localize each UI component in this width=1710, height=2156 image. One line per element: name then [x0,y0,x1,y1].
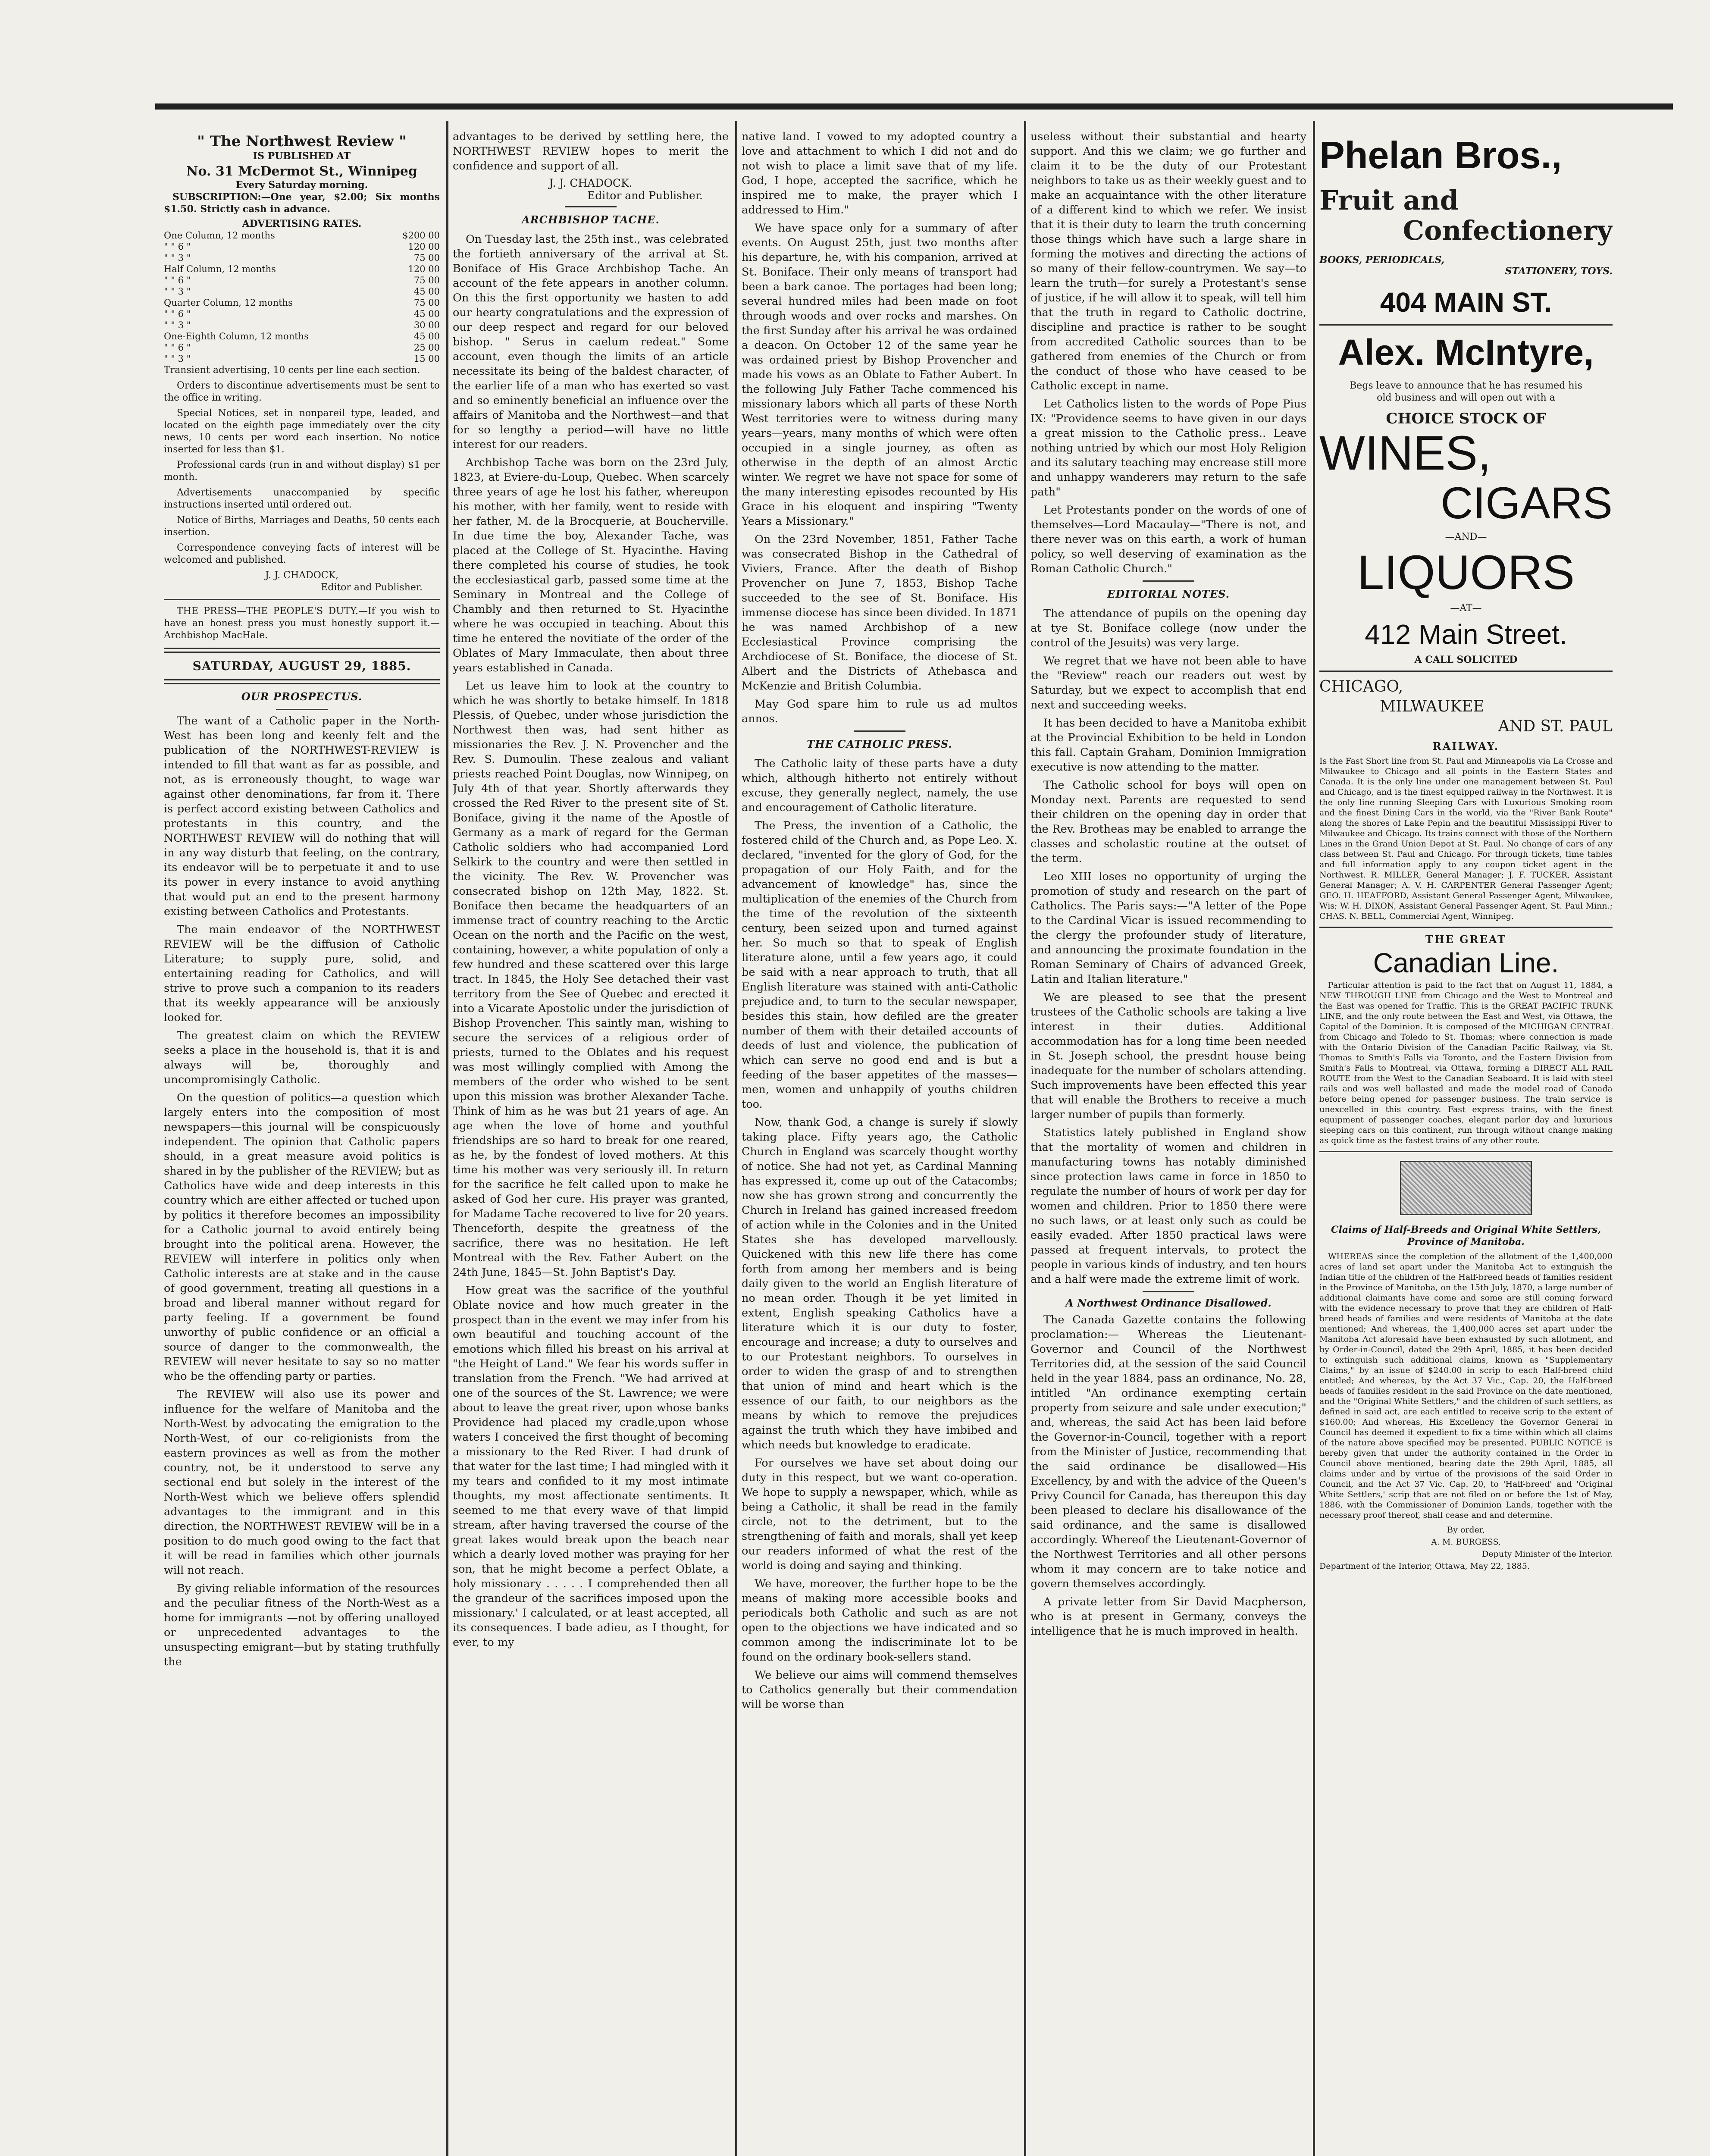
column-separator [446,121,448,2156]
notice: Notice of Births, Marriages and Deaths, 50 cents each insertion. [164,515,440,538]
paragraph: The attendance of pupils on the opening day at tye St. Boniface college (now under the control of the Jesuits) was very large. [1030,607,1306,649]
ad-mcintyre-choice: CHOICE STOCK OF [1386,410,1546,427]
masthead-frequency: Every Saturday morning. [235,179,368,191]
column-3 [742,129,1018,2156]
signature: J. J. CHADOCK. [549,177,633,189]
notice: Advertisements unaccompanied by specific instructions inserted until ordered out. [164,487,440,510]
divider [854,730,905,732]
paragraph: The REVIEW will also use its power and influence for the welfare of Manitoba and the North-West by advocating the emigration to the North-West, of our co-religionists from the eastern provinces as well as from the mother country, not, be it understood to serve any sectional end but solely in the interest of the North-West which we believe offers splendid advantages to the immigrant and in this direction, the NORTHWEST REVIEW will be in a position to do much good owing to the fact that it will be read in families which other journals will not reach. [164,1388,440,1577]
ad-mcintyre-text: Begs leave to announce that he has resumed his old business and will open out with a [1350,380,1582,403]
masthead-title: " The Northwest Review " [197,133,407,150]
paragraph: advantages to be derived by settling here, the NORTHWEST REVIEW hopes to merit the confidence and support of all. [453,130,729,172]
ad-mcintyre-title: Alex. McIntyre, [1338,332,1594,373]
rate-row: " " 6 " 120 00 [164,241,440,252]
rate-row: " " 3 " 75 00 [164,253,440,263]
paragraph: We have, moreover, the further hope to be the means of making more accessible books and periodicals both Catholic and such as are not open to the objections we have indicated and so common among the indiscriminate lot to be found on the ordinary book-sellers stand. [742,1577,1018,1664]
column-5-ads [1319,129,1613,2156]
rate-row: " " 3 " 45 00 [164,286,440,297]
paragraph: It has been decided to have a Manitoba exhibit at the Provincial Exhibition to be held in London this fall. Captain Graham, Dominion Immigration executive is now attending to the matter. [1030,717,1306,774]
ad-phelan-confectionery: Confectionery [1403,215,1613,246]
ad-and: —AND— [1445,532,1487,542]
notice: Correspondence conveying facts of interest will be welcomed and published. [164,542,440,565]
column-separator [1024,121,1026,2156]
rate-row: One-Eighth Column, 12 months 45 00 [164,331,440,342]
paragraph: Let Catholics listen to the words of Pope Pius IX: "Providence seems to have given in our days a great mission to the Catholic press.. Leave nothing untried by which our most Holy Religion and its salutary teaching may encrease still more and unhappy wanderers may return to the safe path" [1030,398,1306,498]
rate-row: " " 6 " 75 00 [164,275,440,285]
ad-great: THE GREAT [1425,933,1507,946]
crest-illustration [1400,1161,1532,1215]
paragraph: How great was the sacrifice of the youthful Oblate novice and how much greater in the prospect than in the event we may infer from his own beautiful and touching account of the emotions which filled his breast on his arrival at "the Height of Land." We fear his words suffer in translation from the French. "We had arrived at one of the sources of the St. Lawrence; we were about to leave the great river, upon whose banks Providence had placed my cradle,upon whose waters I conceived the first thought of becoming a missionary to the Red River. I had drunk of that water for the last time; I had mingled with it my tears and confided to it my most intimate thoughts, my most affectionate sentiments. It seemed to me that every wave of that limpid stream, after having traversed the course of the great lakes would break upon the beach near which a dearly loved mother was praying for her son, that he might become a perfect Oblate, a holy missionary . . . . . I comprehended then all the grandeur of the sacrifices imposed upon the missionary.' I calculated, or at least accepted, all its consequences. I bade adieu, as I thought, for ever, to my [453,1284,729,1649]
rate-row: Half Column, 12 months 120 00 [164,264,440,274]
section-heading: EDITORIAL NOTES. [1107,588,1230,600]
paragraph: For ourselves we have set about doing our duty in this respect, but we want co-operation. We hope to supply a newspaper, which, while as being a Catholic, it shall be read in the family circle, not to the detriment, but to the strengthening of faith and morals, shall yet keep our readers informed of what the rest of the world is doing and saying and thinking. [742,1457,1018,1572]
ad-phelan-stationery: STATIONERY, TOYS. [1505,266,1613,277]
masthead-editor: J. J. CHADOCK, [265,570,339,581]
rates-heading: ADVERTISING RATES. [242,218,362,229]
signature-role: Editor and Publisher. [587,189,703,202]
notice: Transient advertising, 10 cents per line each section. [164,365,420,376]
ad-rail-line3: AND ST. PAUL [1498,718,1613,735]
divider [565,206,617,207]
paragraph: useless without their substantial and hearty support. And this we claim; we go further and claim it to be the duty of our Protestant neighbors to take us as their weekly guest and to make an acquaintance with the other literature of a different kind to which we refer. We insist that it is their duty to learn the truth concerning those things which have such a large share in forming the motives and directing the actions of so many of their fellow-countrymen. We say—to learn the truth—for surely a Protestant's sense of justice, if he will allow it to speak, will tell him that the truth in regard to Catholic doctrine, discipline and practice is rather to be sought from accredited Catholic sources than to be gathered from enemies of the Church or from the conduct of those who have ceased to be Catholic except in name. [1030,130,1306,392]
rate-row: " " 6 " 25 00 [164,342,440,353]
rate-row: Quarter Column, 12 months 75 00 [164,298,440,308]
paragraph: Archbishop Tache was born on the 23rd July, 1823, at Eviere-du-Loup, Quebec. When scarcely three years of age he lost his father, whereupon his mother, with her family, went to reside with her father, M. de la Brocquerie, at Boucherville. In due time the boy, Alexander Tache, was placed at the College of St. Hyacinthe. Having there completed his course of studies, he took the ecclesiastical garb, passed some time at the Seminary in Montreal and the College of Chambly and then returned to St. Hyacinthe where he was occupied in teaching. About this time he entered the novitiate of the order of the Oblates of Mary Immaculate, then about three years established in Canada. [453,456,729,674]
ad-claims-heading: Claims of Half-Breeds and Original White Settlers, Province of Manitoba. [1331,1224,1601,1247]
masthead-published: IS PUBLISHED AT [253,150,351,162]
ad-wines: WINES, [1319,426,1491,480]
paragraph: Leo XIII loses no opportunity of urging the promotion of study and research on the part of Catholics. The Paris says:—"A letter of the Pope to the Cardinal Vicar is issued recommending to the clergy the profounder study of literature, and announcing the proximate foundation in the Roman Seminary of Chairs of advanced Greek, Latin and Italian literature." [1030,870,1306,986]
column-2 [453,129,729,2156]
notice: Orders to discontinue advertisements must be sent to the office in writing. [164,380,440,403]
ad-cigars: CIGARS [1441,478,1613,528]
section-heading: A Northwest Ordinance Disallowed. [1065,1297,1272,1309]
column-4 [1030,129,1306,2156]
motto: THE PRESS—THE PEOPLE'S DUTY.—If you wish to have an honest press you must honestly support it.—Archbishop MacHale. [164,606,440,641]
divider [1319,1151,1613,1152]
masthead-editor-role: Editor and Publisher. [321,582,423,593]
divider [164,679,440,684]
paragraph: The want of a Catholic paper in the North-West has been long and keenly felt and the publication of the NORTHWEST-REVIEW is intended to fill that want as far as possible, and not, as is erroneously thought, to wage war against other denominations, far from it. There is perfect accord existing between Catholics and protestants in this country, and the NORTHWEST REVIEW will do nothing that will in any way disturb that feeling, on the contrary, its endeavor will be to perpetuate it and to use its power in every instance to avoid anything that would put an end to the present harmony existing between Catholics and Protestants. [164,714,440,918]
paragraph: Now, thank God, a change is surely if slowly taking place. Fifty years ago, the Catholic Church in England was scarcely thought worthy of notice. She had not yet, as Cardinal Manning has expressed it, come up out of the Catacombs; now she has grown strong and concurrently the Church in Ireland has gained increased freedom of action while in the Colonies and in the United States she has developed marvellously. Quickened with this new life there has come forth from among her members and is being daily given to the world an English literature of no mean order. Though it be yet limited in extent, English speaking Catholics have a literature which it is our duty to foster, encourage and increase; a duty to ourselves and to our Protestant neighbors. To ourselves in order to widen the grasp of and to strengthen that union of mind and heart which is the essence of our faith, to our neighbors as the means by which to remove the prejudices against the truth which they have imbibed and which needs but knowledge to eradicate. [742,1116,1018,1451]
ad-liquors: LIQUORS [1357,545,1575,599]
newspaper-page [155,103,1690,2156]
rate-row: One Column, 12 months $200 00 [164,230,440,241]
paragraph: On the question of politics—a question which largely enters into the composition of most newspapers—this journal will be conspicuously independent. The opinion that Catholic papers should, in a great measure avoid politics is shared in by the publisher of the REVIEW; but as Catholics have wide and deep interests in this country which are either affected or tuched upon by politics it therefore becomes an impossibility for a Catholic journal to avoid entirely being brought into the political arena. However, the REVIEW will interfere in politics only when Catholic interests are at stake and in the cause of good government, treating all questions in a broad and liberal manner without regard for party feeling. If a government be found unworthy of public confidence or an official a source of danger to the commonwealth, the REVIEW will never hesitate to say so no matter who be the offending party or parties. [164,1091,440,1383]
paragraph: Let us leave him to look at the country to which he was shortly to betake himself. In 1818 Plessis, of Quebec, under whose jurisdiction the Northwest then was, had sent hither as missionaries the Rev. J. N. Provencher and the Rev. S. Dumoulin. These zealous and valiant priests reached Point Douglas, now Winnipeg, on July 4th of that year. Shortly afterwards they crossed the Red River to the present site of St. Boniface, giving it the name of the Apostle of Germany as a mark of regard for the German Catholic soldiers who had accompanied Lord Selkirk to the country and were then settled in the vicinity. The Rev. W. Provencher was consecrated bishop on 12th May, 1822. St. Boniface then became the headquarters of an immense tract of country reaching to the Arctic Ocean on the north and the Pacific on the west, containing, however, a white population of only a few hundred and these scattered over this large tract. In 1845, the Holy See detached their vast territory from the See of Quebec and erected it into a Vicarate Apostolic under the jurisdiction of Bishop Provencher. This saintly man, wishing to secure the services of a religious order of priests, turned to the Oblates and his request was most willingly complied with Among the members of the order who wished to be sent upon this mission was brother Alexander Tache. Think of him as he was but 21 years of age. An age when the love of home and youthful friendships are so hard to break for one reared, as he, by the fondest of loved mothers. At this time his mother was very seriously ill. In return for the sacrifice he felt called upon to make he asked of God her cure. His prayer was granted, for Madame Tache recovered to live for 20 years. Thenceforth, despite the greatness of the sacrifice, there was no hesitation. He left Montreal with the Rev. Father Aubert on the 24th June, 1845—St. John Baptist's Day. [453,680,729,1279]
ad-phelan-address: 404 MAIN ST. [1380,287,1552,318]
divider [164,599,440,600]
paragraph: native land. I vowed to my adopted country a love and attachment to which I did not and do not wish to place a limit save that of my life. God, I hope, accepted the sacrifice, which he inspired me to make, the prayer which I addressed to Him." [742,130,1018,216]
ad-deputy: Deputy Minister of the Interior. [1482,1549,1613,1559]
ad-rail-line2: MILWAUKEE [1380,698,1485,715]
ad-canadian-text: Particular attention is paid to the fact that on August 11, 1884, a NEW THROUGH LINE from Chicago and the West to Montreal and the East was opened for Traffic. This is the GREAT PACIFIC TRUNK LINE, and the only route between the East and West, via Ottawa, the Capital of the Dominion. It is composed of the MICHIGAN CENTRAL from Chicago and Toledo to St. Thomas; where connection is made with the Ontario Division of the Canadian Pacific Railway, via St. Thomas to Smith's Falls via Toronto, and the Eastern Division from Smith's Falls to Montreal, via Ottawa, forming a DIRECT ALL RAIL ROUTE from the West to the Canadian Seaboard. It is laid with steel rails and was well ballasted and made the model road of Canada before being opened for passenger business. The train service is unexcelled in this country. Fast express trains, with the finest equipment of passenger coaches, elegant parlor day and luxurious sleeping cars on this continent, run through without change making as quick time as the fastest trains of any other route. [1319,981,1613,1145]
ad-claims-text: WHEREAS since the completion of the allotment of the 1,400,000 acres of land set apart under the Manitoba Act to extinguish the Indian title of the children of the Half-breed heads of families resident in the Province of Manitoba, on the 15th July, 1870, a large number of additional claimants have come and some are still coming forward with the evidence necessary to prove that they are children of Half-breed heads of families and were residents of Manitoba at the date mentioned; And whereas, the 1,400,000 acres set apart under the Manitoba Act aforesaid have been exhausted by such allotment, and by Order-in-Council, dated the 29th April, 1885, it has been decided to extinguish such additional claims, known as "Supplementary Claims," by an issue of $240.00 in scrip to each Half-breed child entitled; And whereas, by the Act 37 Vic., Cap. 20, the Half-breed heads of families resident in the said Province on the date mentioned, and the "Original White Settlers," and the children of such settlers, as defined in said act, are each entitled to receive scrip to the extent of $160.00; And whereas, His Excellency the Governor General in Council has deemed it expedient to fix a time within which all claims of the nature above specified may be presented. PUBLIC NOTICE is hereby given that under the authority contained in the Order in Council above mentioned, bearing date the 29th April, 1885, all claims under and by virtue of the provisions of the said Order in Council, and the Act 37 Vic. Cap. 20, to 'Half-breed' and 'Original White Settlers,' scrip that are not filed on or before the 1st of May, 1886, with the Commissioner of Dominion Lands, together with the necessary proof thereof, shall cease and and determine. [1319,1252,1613,1520]
paragraph: The main endeavor of the NORTHWEST REVIEW will be the diffusion of Catholic Literature; to supply pure, solid, and entertaining reading for Catholics, and will strive to prove such a companion to its readers that its weekly appearance will be anxiously looked for. [164,923,440,1024]
paragraph: The Canada Gazette contains the following proclamation:— Whereas the Lieutenant-Governor and Council of the Northwest Territories did, at the session of the said Council held in the year 1884, pass an ordinance, No. 28, intitled "An ordinance exempting certain property from seizure and sale under execution;" and, whereas, the said Act has been laid before the Governor-in-Council, together with a report from the Minister of Justice, recommending that the said ordinance be disallowed—His Excellency, by and with the advice of the Queen's Privy Council for Canada, has thereupon this day been pleased to declare his disallowance of the said ordinance, and the same is disallowed accordingly. Whereof the Lieutenant-Governor of the Northwest Territories and all other persons whom it may concern are to take notice and govern themselves accordingly. [1030,1313,1306,1590]
notice: Special Notices, set in nonpareil type, leaded, and located on the eighth page immediately over the city news, 10 cents per word each insertion. No notice inserted for less than $1. [164,408,440,455]
column-separator [735,121,737,2156]
ad-by-order: By order, [1447,1525,1485,1535]
ad-rail-line1: CHICAGO, [1319,678,1403,696]
paragraph: Let Protestants ponder on the words of one of themselves—Lord Macaulay—"There is not, and there never was on this earth, a work of human policy, so well deserving of examination as the Roman Catholic Church." [1030,504,1306,575]
ad-mcintyre-address: 412 Main Street. [1365,619,1567,650]
issue-date: SATURDAY, AUGUST 29, 1885. [192,659,411,673]
rate-row: " " 6 " 45 00 [164,309,440,319]
ad-canadian-line: Canadian Line. [1373,947,1559,978]
paragraph: The greatest claim on which the REVIEW seeks a place in the household is, that it is and always will be, thoroughly and uncompromisingly Catholic. [164,1029,440,1086]
ad-solicited: A CALL SOLICITED [1414,654,1518,665]
rate-row: " " 3 " 15 00 [164,354,440,364]
column-separator [1313,121,1315,2156]
paragraph: We are pleased to see that the present trustees of the Catholic schools are taking a live interest in their duties. Additional accommodation has for a long time been needed in St. Joseph school, the presdnt house being inadequate for the number of scholars attending. Such improvements have been effected this year that will enable the Brothers to receive a much larger number of pupils than formerly. [1030,991,1306,1121]
paragraph: By giving reliable information of the resources and the peculiar fitness of the North-West as a home for immigrants —not by offering unalloyed or unprecedented advantages to the unsuspecting emigrant—but by stating truthfully the [164,1582,440,1668]
ad-at: —AT— [1450,603,1482,614]
paragraph: A private letter from Sir David Macpherson, who is at present in Germany, conveys the intelligence that he is much improved in health. [1030,1595,1306,1638]
ad-railway: RAILWAY. [1432,740,1500,752]
divider [164,648,440,653]
rate-row: " " 3 " 30 00 [164,320,440,330]
paragraph: The Catholic school for boys will open on Monday next. Parents are requested to send their children on the opening day in order that the Rev. Brotheas may be enabled to arrange the classes and scholastic routine at the outset of the term. [1030,779,1306,865]
ad-phelan-books: BOOKS, PERIODICALS, [1319,254,1445,266]
column-1 [164,129,440,2156]
paragraph: Statistics lately published in England show that the mortality of women and children in manufacturing towns has notably diminished since protection laws came in force in 1850 to regulate the number of hours of work per day for women and children. Prior to 1850 there were no such laws, or at least only such as could be easily evaded. After 1850 practical laws were passed at frequent intervals, to protect the people in various kinds of industry, and ten hours and a half were made the extreme limit of work. [1030,1126,1306,1286]
divider [1143,1291,1194,1292]
divider [276,709,328,710]
top-rule [155,103,1673,110]
paragraph: On the 23rd November, 1851, Father Tache was consecrated Bishop in the Cathedral of Viviers, France. After the death of Bishop Provencher on June 7, 1853, Bishop Tache succeeded to the see of St. Boniface. His immense diocese has since been divided. In 1871 he was named Archbishop of a new Ecclesiastical Province comprising the Archdiocese of St. Boniface, the diocese of St. Albert and the Districts of Athebasca and McKenzie and British Columbia. [742,533,1018,693]
notice: Professional cards (run in and without display) $1 per month. [164,460,440,483]
paragraph: We have space only for a summary of after events. On August 25th, just two months after his departure, he, with his companion, arrived at St. Boniface. Their only means of transport had been a bark canoe. The portages had been long; several hundred miles had been made on foot through woods and over rocks and marshes. On the first Sunday after his arrival he was ordained a deacon. On October 12 of the same year he was ordained priest by Bishop Provencher and made his vows as an Oblate to Father Aubert. In the following July Father Tache commenced his missionary labors which all parts of these North West territories were to witness during many years—years, many months of which were often occupied in a single journey, as often as otherwise in the depth of an almost Arctic winter. We regret we have not space for some of the many interesting episodes recounted by His Grace in his eloquent and inspiring "Twenty Years a Missionary." [742,222,1018,528]
masthead-address: No. 31 McDermot St., Winnipeg [186,164,417,179]
paragraph: May God spare him to rule us ad multos annos. [742,698,1018,725]
ad-department: Department of the Interior, Ottawa, May 22, 1885. [1319,1561,1530,1571]
paragraph: The Catholic laity of these parts have a duty which, although hitherto not entirely without excuse, they generally neglect, namely, the use and encouragement of Catholic literature. [742,757,1018,814]
divider [1143,580,1194,582]
paragraph: We believe our aims will commend themselves to Catholics generally but their commendation will be worse than [742,1669,1018,1711]
divider [1319,671,1613,672]
divider [1319,927,1613,928]
paragraph: The Press, the invention of a Catholic, the fostered child of the Church and, as Pope Leo. X. declared, "invented for the glory of God, for the propagation of our Holy Faith, and for the advancement of knowledge" has, since the multiplication of the enemies of the Church from the time of the revolution of the sixteenth century, been seized upon and turned against her. So much so that to speak of English literature alone, until a few years ago, it could be said with a near approach to truth, that all English literature was stained with anti-Catholic prejudice and, to turn to the secular newspaper, besides this stain, how defiled are the greater number of them with their detailed accounts of deeds of lust and violence, the publication of which can serve no good end and is but a feeding of the baser appetites of the masses—men, women and unhappily of youths children too. [742,819,1018,1111]
ad-phelan-fruit: Fruit and [1319,185,1459,216]
rates-table [164,230,440,364]
ad-phelan-title: Phelan Bros., [1319,134,1562,176]
section-heading: OUR PROSPECTUS. [241,690,363,703]
ad-burgess: A. M. BURGESS, [1431,1537,1501,1547]
divider [1319,324,1613,326]
paragraph: We regret that we have not been able to have the "Review" reach our readers out west by Saturday, but we expect to accomplish that end next and succeeding weeks. [1030,655,1306,711]
section-heading: THE CATHOLIC PRESS. [807,738,952,750]
paragraph: On Tuesday last, the 25th inst., was celebrated the fortieth anniversary of the arrival at St. Boniface of His Grace Archbishop Tache. An account of the fete appears in another column. On this the first opportunity we hasten to add our hearty congratulations and the expression of our deep respect and regard for our beloved bishop. " Serus in caelum redeat." Some account, even though the limits of an article necessitate its being of the baldest character, of the earlier life of a man who has exerted so vast and so eminently beneficial an influence over the affairs of Manitoba and the Northwest—and that for so lengthy a period—will have no little interest for our readers. [453,233,729,451]
section-heading: ARCHBISHOP TACHE. [522,213,660,226]
masthead-subscription: SUBSCRIPTION:—One year, $2.00; Six months $1.50. Strictly cash in advance. [164,191,440,215]
ad-rail-text: Is the Fast Short line from St. Paul and Minneapolis via La Crosse and Milwaukee to Chicago and all points in the Eastern States and Canada. It is the only line under one management between St. Paul and Chicago, and is the finest equipped railway in the Northwest. It is the only line running Sleeping Cars with Luxurious Smoking room and the finest Dining Cars in the world, via the "River Bank Route" along the shores of Lake Pepin and the beautiful Mississippi River to Milwaukee and Chicago. Its trains connect with those of the Northern Lines in the Grand Union Depot at St. Paul. No change of cars of any class between St. Paul and Chicago. For through tickets, time tables and full information apply to any coupon ticket agent in the Northwest. R. MILLER, General Manager; J. F. TUCKER, Assistant General Manager; A. V. H. CARPENTER General Passenger Agent; GEO. H. HEAFFORD, Assistant General Passenger Agent, Milwaukee, Wis; W. H. DIXON, Assistant General Passenger Agent, St. Paul Minn.; CHAS. N. BELL, Commercial Agent, Winnipeg. [1319,756,1613,921]
